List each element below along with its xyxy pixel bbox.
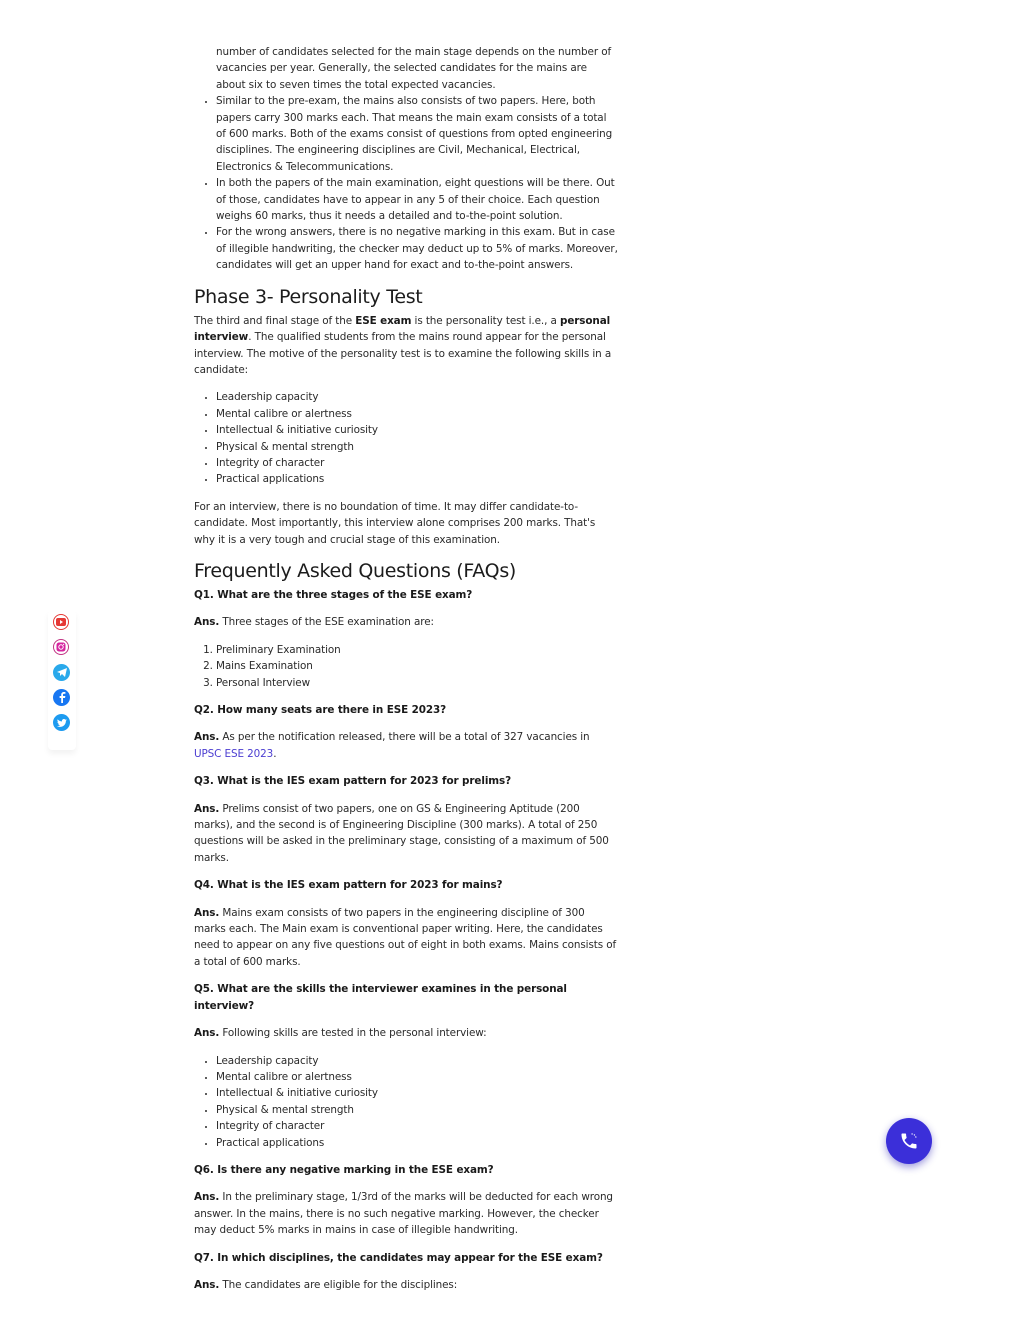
list-item: • Leadership capacity — [216, 389, 618, 405]
list-item: 3. Personal Interview — [216, 675, 618, 691]
faq-question-1: Q1. What are the three stages of the ESE exam? — [194, 588, 473, 601]
faq-heading: Frequently Asked Questions (FAQs) — [194, 559, 517, 582]
phone-icon — [899, 1131, 919, 1151]
faq-answer-1: Ans. Three stages of the ESE examination are: — [194, 616, 434, 629]
list-item: • In both the papers of the main examination, eight questions will be there. Out of those, candidates have to appear in any 5 of their choice. Each question weighs 60 marks, thus it needs a detailed and to-the-point solution. — [216, 175, 618, 224]
faq-question-4: Q4. What is the IES exam pattern for 2023 for mains? — [194, 879, 503, 892]
youtube-icon[interactable] — [53, 614, 69, 630]
list-item: number of candidates selected for the main stage depends on the number of vacancies per year. Generally, the selected candidates for the mains are about six to seven times the total expected vacancies. — [216, 46, 612, 91]
faq-answer-5: Ans. Following skills are tested in the personal interview: — [194, 1027, 487, 1040]
list-item: • Similar to the pre-exam, the mains also consists of two papers. Here, both papers carry 300 marks each. That means the main exam consists of a total of 600 marks. Both of the exams consist of questions from opted engineering disciplines. The engineering disciplines are Civil, Mechanical, Electrical, Electronics & Telecommunications. — [216, 93, 618, 175]
article-content — [194, 44, 618, 1304]
faq-answer-2: Ans. As per the notification released, there will be a total of 327 vacancies in UPSC ESE 2023. — [194, 731, 590, 760]
list-item: 2. Mains Examination — [216, 658, 618, 674]
faq-question-3: Q3. What is the IES exam pattern for 2023 for prelims? — [194, 775, 512, 788]
telegram-icon[interactable] — [53, 664, 70, 681]
list-item: • Practical applications — [216, 471, 618, 487]
list-item: • Physical & mental strength — [216, 439, 618, 455]
list-item: • Practical applications — [216, 1135, 618, 1151]
interview-skills-list — [194, 1053, 618, 1151]
facebook-icon[interactable] — [53, 689, 70, 706]
list-item: • Mental calibre or alertness — [216, 406, 618, 422]
faq-question-2: Q2. How many seats are there in ESE 2023? — [194, 704, 447, 716]
twitter-icon[interactable] — [53, 714, 70, 731]
call-button[interactable] — [886, 1118, 932, 1164]
list-item: • Integrity of character — [216, 455, 618, 471]
phase3-intro: The third and final stage of the ESE exam is the personality test i.e., a personal interview. The qualified students from the mains round appear for the personal interview. The motive of the personality test is to examine the following skills in a candidate: — [194, 314, 612, 376]
list-item: • Intellectual & initiative curiosity — [216, 1085, 618, 1101]
personal-interview-bold: personal interview — [194, 314, 611, 344]
faq-answer-4: Ans. Mains exam consists of two papers in the engineering discipline of 300 marks each. The Main exam is conventional paper writing. Here, the candidates need to appear on any five questions out of eight in both exams. Mains consists of a total of 600 marks. — [194, 906, 617, 968]
instagram-icon[interactable] — [53, 639, 69, 655]
faq-question-5: Q5. What are the skills the interviewer examines in the personal interview? — [194, 983, 567, 1012]
faq-question-7: Q7. In which disciplines, the candidates may appear for the ESE exam? — [194, 1251, 603, 1264]
list-item: • Integrity of character — [216, 1118, 618, 1134]
list-item: 1. Preliminary Examination — [216, 642, 618, 658]
upsc-ese-2023-link[interactable]: UPSC ESE 2023 — [194, 747, 274, 760]
list-item: • Intellectual & initiative curiosity — [216, 422, 618, 438]
list-item: • For the wrong answers, there is no negative marking in this exam. But in case of illegible handwriting, the checker may deduct up to 5% of marks. Moreover, candidates will get an upper hand for exact and to-the-point answers. — [216, 224, 618, 273]
phase3-outro: For an interview, there is no boundation of time. It may differ candidate-to-candidate. Most importantly, this interview alone comprises 200 marks. That's why it is a very tough and crucial stage of this examination. — [194, 500, 596, 546]
list-item: • Physical & mental strength — [216, 1102, 618, 1118]
stages-list — [194, 642, 618, 691]
mains-details-list-2 — [194, 93, 618, 273]
social-share-bar — [48, 610, 76, 750]
mains-details-list — [194, 44, 618, 93]
faq-answer-3: Ans. Prelims consist of two papers, one on GS & Engineering Aptitude (200 marks), and the second is of Engineering Discipline (300 marks). A total of 250 questions will be asked in the preliminary stage, consisting of a maximum of 500 marks. — [194, 802, 609, 864]
ese-exam-bold: ESE exam — [355, 314, 412, 327]
faq-answer-6: Ans. In the preliminary stage, 1/3rd of the marks will be deducted for each wrong answer. In the mains, there is no such negative marking. However, the checker may deduct 5% marks in mains in case of illegible handwriting. — [194, 1191, 613, 1237]
phase3-heading: Phase 3- Personality Test — [194, 285, 423, 308]
faq-answer-7: Ans. The candidates are eligible for the disciplines: — [194, 1278, 458, 1291]
list-item: • Leadership capacity — [216, 1053, 618, 1069]
list-item: • Mental calibre or alertness — [216, 1069, 618, 1085]
faq-question-6: Q6. Is there any negative marking in the ESE exam? — [194, 1163, 494, 1176]
skills-list — [194, 389, 618, 487]
